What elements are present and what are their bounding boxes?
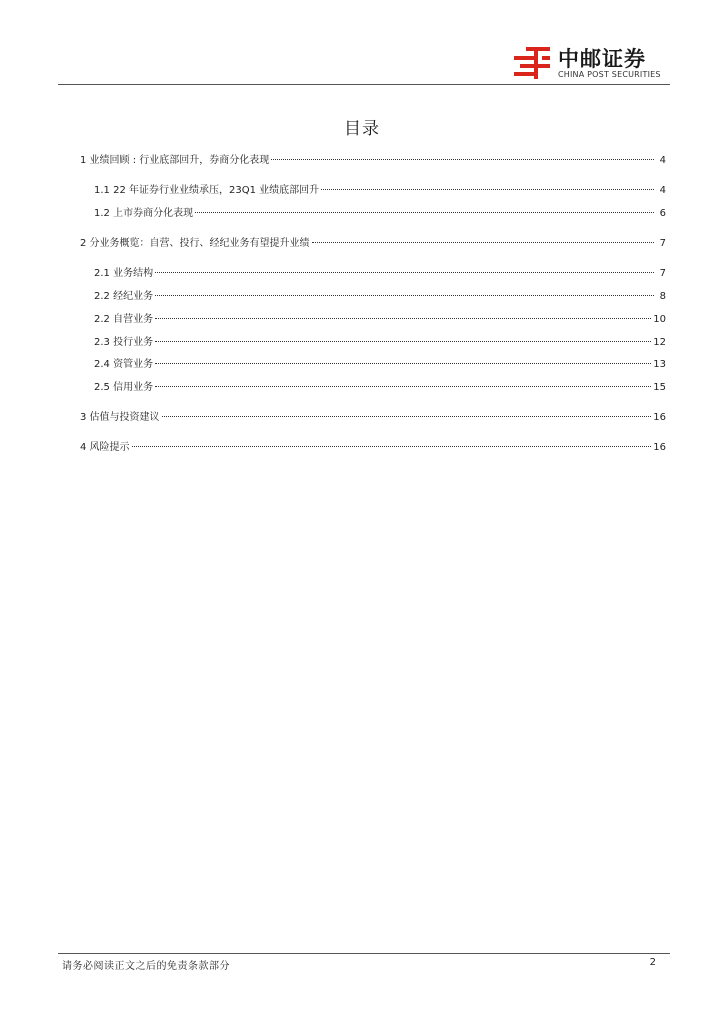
toc-entry-label: 2.2 自营业务 bbox=[94, 314, 154, 325]
toc-entry-page: 15 bbox=[653, 382, 666, 393]
toc-entry-page: 13 bbox=[653, 359, 666, 370]
toc-entry-label: 2.1 业务结构 bbox=[94, 268, 154, 279]
toc-leader-dots bbox=[155, 318, 651, 319]
toc-entry-label: 1.1 22 年证券行业业绩承压，23Q1 业绩底部回升 bbox=[94, 185, 320, 196]
toc-entry-page: 7 bbox=[659, 238, 666, 249]
toc-entry[interactable] bbox=[94, 183, 666, 199]
toc-entry-page: 4 bbox=[659, 185, 666, 196]
toc-entry-page: 10 bbox=[653, 314, 666, 325]
footer-divider bbox=[58, 953, 670, 954]
toc-title: 目录 bbox=[344, 119, 380, 139]
toc-entry-page: 6 bbox=[659, 208, 666, 219]
logo-chinese-text: 中邮证券 bbox=[558, 47, 646, 71]
footer-disclaimer: 请务必阅读正文之后的免责条款部分 bbox=[62, 961, 230, 972]
toc-entry-label: 2 分业务概览：自营、投行、经纪业务有望提升业绩 bbox=[80, 238, 310, 249]
toc-entry[interactable] bbox=[80, 153, 666, 169]
toc-leader-dots bbox=[132, 446, 652, 447]
page-number: 2 bbox=[649, 957, 656, 968]
toc-leader-dots bbox=[155, 386, 651, 387]
company-logo bbox=[512, 43, 672, 83]
toc-leader-dots bbox=[155, 272, 654, 273]
toc-entry-label: 1 业绩回顾 : 行业底部回升，券商分化表现 bbox=[80, 155, 270, 166]
toc-entry-label: 3 估值与投资建议 bbox=[80, 412, 160, 423]
toc-entry[interactable] bbox=[94, 206, 666, 222]
toc-leader-dots bbox=[155, 295, 654, 296]
toc-leader-dots bbox=[321, 189, 654, 190]
toc-entry-page: 7 bbox=[659, 268, 666, 279]
toc-entry[interactable] bbox=[80, 410, 666, 426]
toc-entry-label: 2.2 经纪业务 bbox=[94, 291, 154, 302]
toc-entry-page: 4 bbox=[659, 155, 666, 166]
toc-leader-dots bbox=[195, 212, 654, 213]
toc-entry[interactable] bbox=[94, 266, 666, 282]
toc-entry-label: 4 风险提示 bbox=[80, 442, 130, 453]
logo-english-text: CHINA POST SECURITIES bbox=[558, 70, 661, 79]
toc-entry-label: 1.2 上市券商分化表现 bbox=[94, 208, 194, 219]
toc-leader-dots bbox=[312, 242, 654, 243]
toc-entry[interactable] bbox=[80, 440, 666, 456]
toc-entry-label: 2.3 投行业务 bbox=[94, 337, 154, 348]
toc-entry[interactable] bbox=[80, 236, 666, 252]
header-divider bbox=[58, 84, 670, 85]
china-post-logo-icon bbox=[512, 45, 552, 81]
toc-leader-dots bbox=[271, 159, 654, 160]
toc-entry[interactable] bbox=[94, 289, 666, 305]
toc-entry[interactable] bbox=[94, 312, 666, 328]
toc-entry-page: 16 bbox=[653, 442, 666, 453]
toc-leader-dots bbox=[155, 341, 651, 342]
toc-entry-page: 16 bbox=[653, 412, 666, 423]
toc-leader-dots bbox=[155, 363, 651, 364]
toc-entry-page: 8 bbox=[659, 291, 666, 302]
toc-entry[interactable] bbox=[94, 357, 666, 373]
toc-entry[interactable] bbox=[94, 335, 666, 351]
toc-entry[interactable] bbox=[94, 380, 666, 396]
toc-entry-label: 2.4 资管业务 bbox=[94, 359, 154, 370]
toc-entry-page: 12 bbox=[653, 337, 666, 348]
toc-entry-label: 2.5 信用业务 bbox=[94, 382, 154, 393]
toc-leader-dots bbox=[162, 416, 652, 417]
